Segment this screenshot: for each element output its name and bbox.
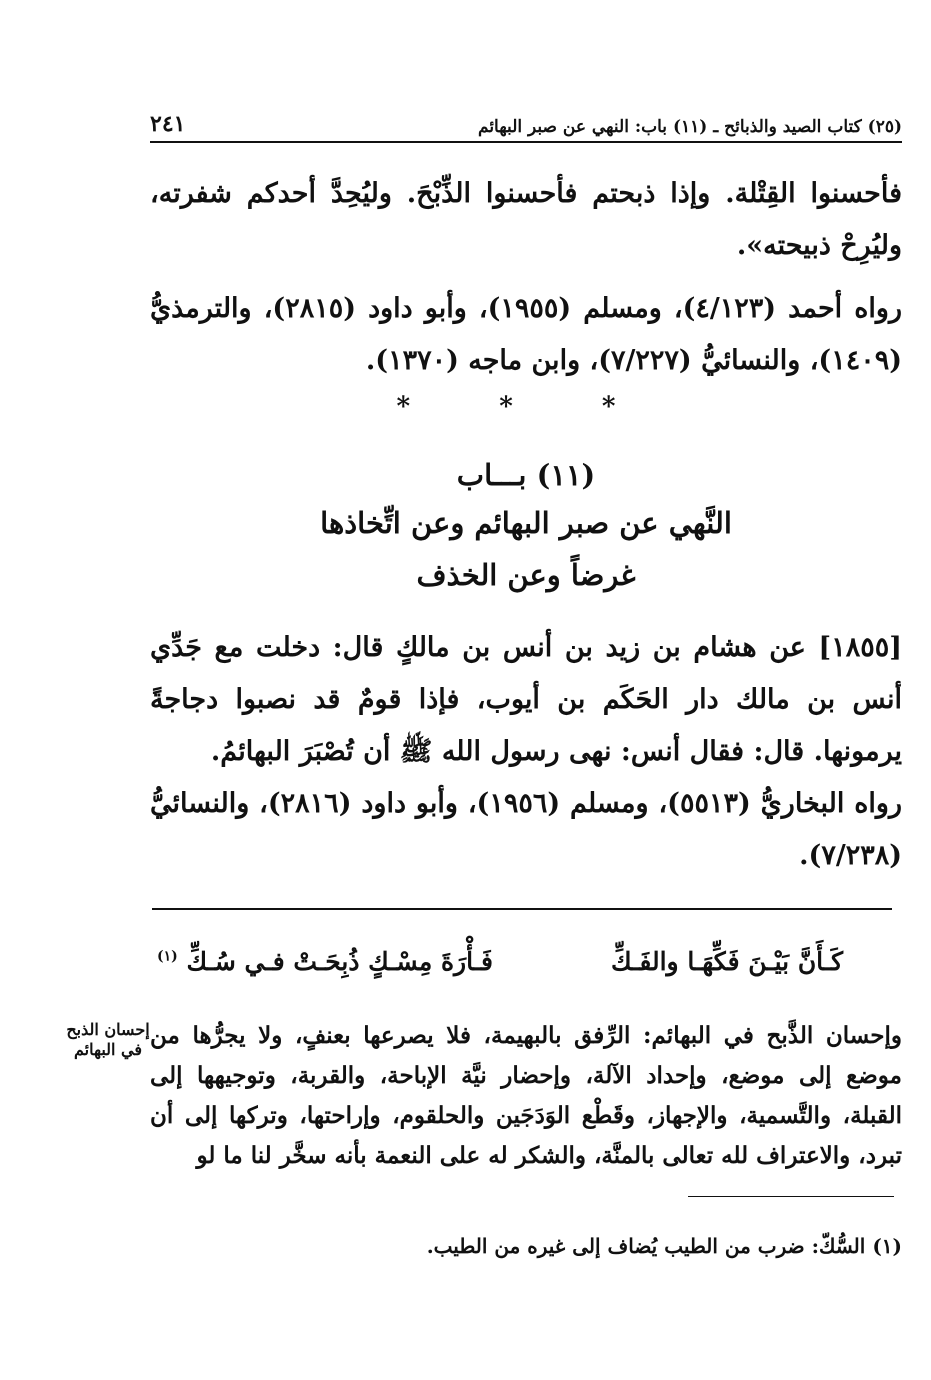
footnote-divider bbox=[688, 1196, 894, 1197]
page-number: ٢٤١ bbox=[150, 111, 186, 137]
footnote-text: السُّكّ: ضرب من الطيب يُضاف إلى غيره من الطيب. bbox=[426, 1234, 866, 1258]
page-header bbox=[150, 95, 902, 143]
chapter-number: (١١) بـــاب bbox=[456, 458, 596, 492]
running-title: (٢٥) كتاب الصيد والذبائح ـ (١١) باب: النهي عن صبر البهائم bbox=[478, 117, 902, 137]
verse-second-hemistich bbox=[150, 947, 500, 976]
hadith-takhrij: رواه البخاريُّ (٥٥١٣)، ومسلم (١٩٥٦)، وأبو داود (٢٨١٦)، والنسائيُّ (٧/٢٣٨). bbox=[150, 788, 902, 871]
verse-first-hemistich: كَـأَنَّ بَيْـنَ فَكِّهَـا والفَـكِّ bbox=[610, 946, 844, 976]
commentary-divider bbox=[152, 908, 892, 910]
verse-second-text: فَـأْرَةَ مِسْـكٍ ذُبِحَـتْ فـي سُـكِّ bbox=[186, 946, 494, 976]
footnote bbox=[150, 1234, 902, 1258]
section-separator: * * * bbox=[396, 392, 656, 422]
footnote-ref: (١) bbox=[156, 948, 178, 965]
hadith-text: [١٨٥٥] عن هشام بن زيد بن أنس بن مالكٍ قال: دخلت مع جَدِّي أنس بن مالك دار الحَكَم بن أيوب، فإذا قومٌ قد نصبوا دجاجةً يرمونها. قال: فقال أنس: نهى رسول الله ﷺ أن تُصْبَرَ البهائمُ. bbox=[150, 632, 902, 767]
hadith-ending-paragraph: فأحسنوا القِتْلة. وإذا ذبحتم فأحسنوا الذِّبْحَ. وليُحِدَّ أحدكم شفرته، وليُرِحْ ذبيحته». bbox=[150, 178, 902, 261]
footnote-marker: (١) bbox=[872, 1234, 902, 1258]
takhrij-paragraph: رواه أحمد (٤/١٢٣)، ومسلم (١٩٥٥)، وأبو داود (٢٨١٥)، والترمذيُّ (١٤٠٩)، والنسائيُّ (٧/٢٢٧)، وابن ماجه (١٣٧٠). bbox=[150, 293, 902, 376]
chapter-title-line1: النَّهي عن صبر البهائم وعن اتِّخاذها bbox=[320, 506, 732, 540]
commentary-paragraph: وإحسان الذَّبح في البهائم: الرِّفق بالبهيمة، فلا يصرعها بعنفٍ، ولا يجرُّها من موضع إلى موضع، وإحداد الآلة، وإحضار نيَّة الإباحة، والقربة، وتوجيهها إلى القبلة، والتَّسمية، والإجهاز، وقَطْع الوَدَجَين والحلقوم، وإراحتها، وتركها إلى أن تبرد، والاعتراف لله تعالى بالمنَّة، والشكر له على النعمة بأنه سخَّر لنا ما لو bbox=[150, 1022, 902, 1169]
chapter-title-line2: غرضاً وعن الخذف bbox=[416, 558, 636, 592]
poetry-verse bbox=[150, 936, 902, 986]
margin-note: إحسان الذبح في البهائم bbox=[66, 1020, 150, 1059]
